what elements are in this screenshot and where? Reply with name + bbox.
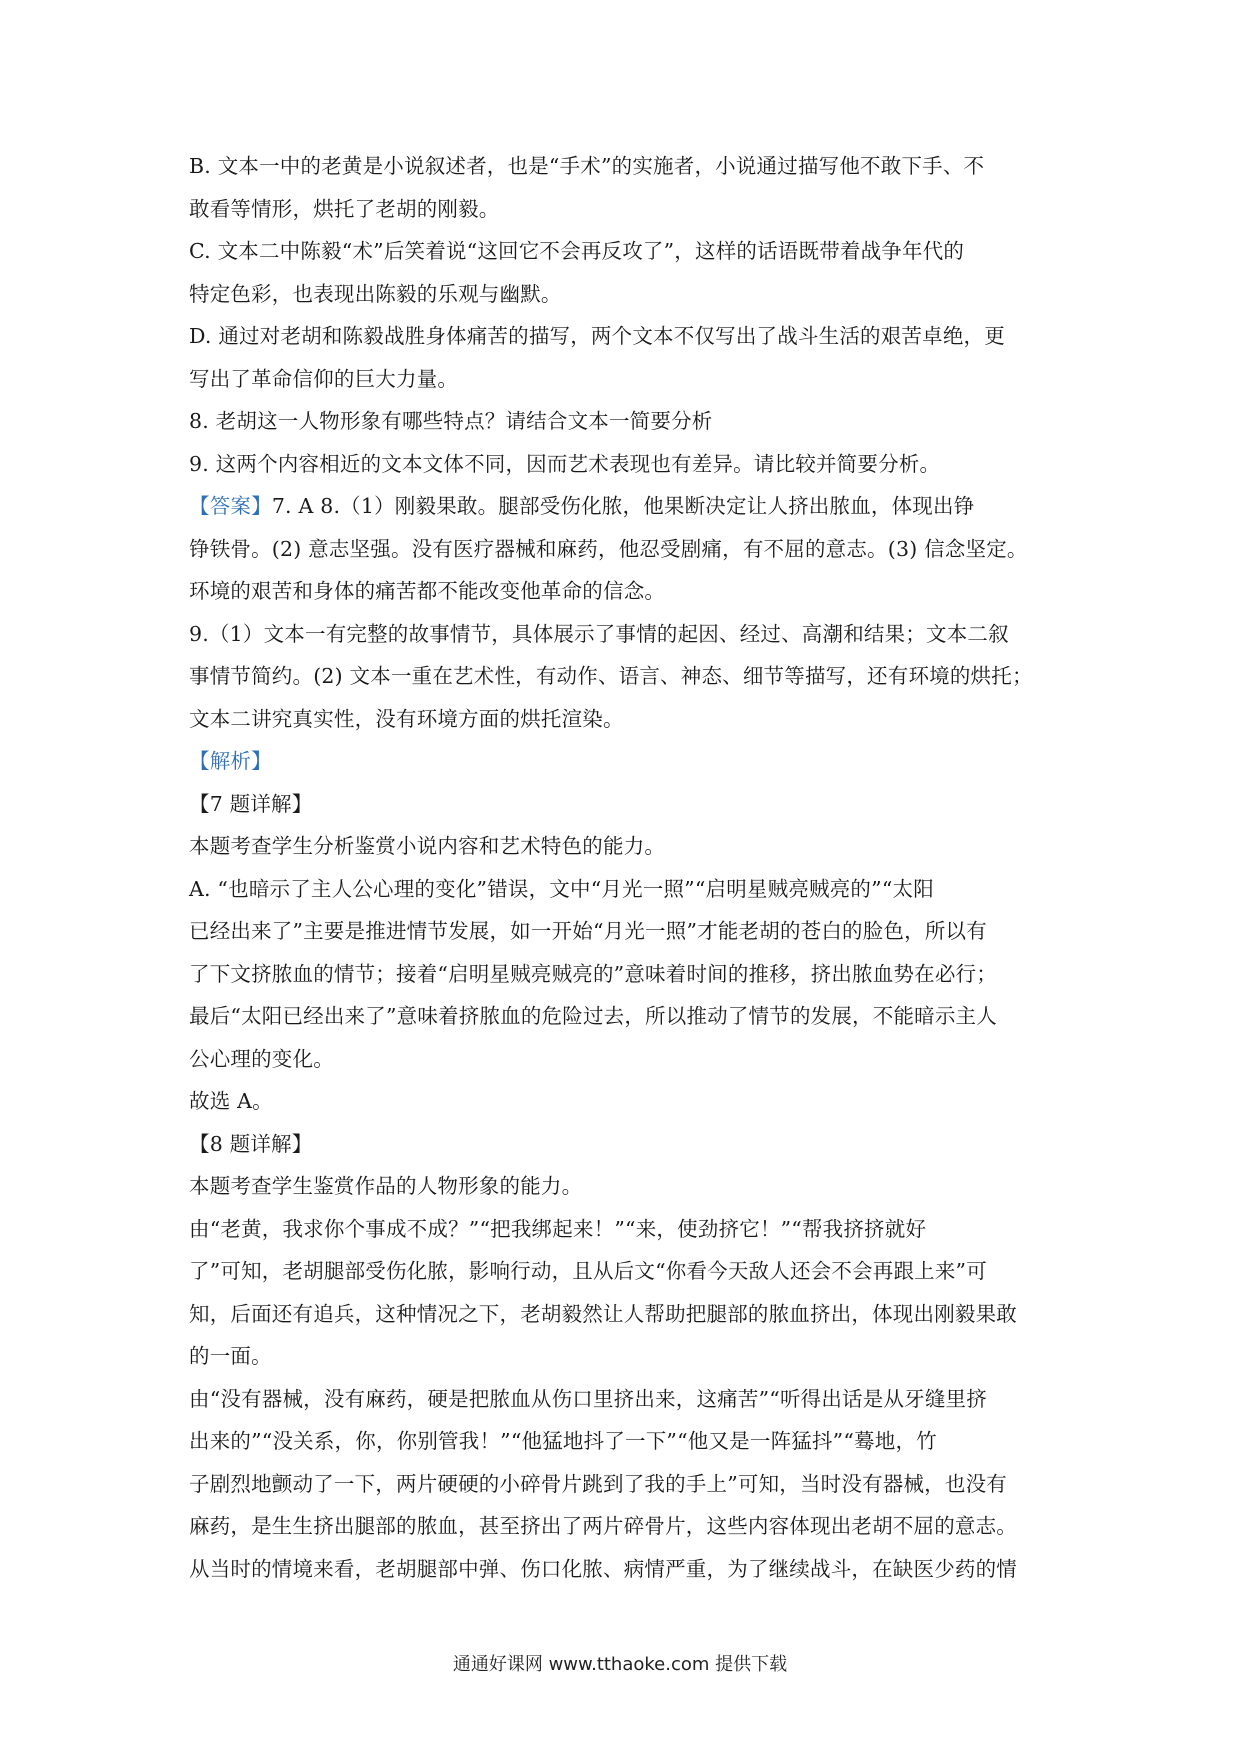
text-line: A. “也暗示了主人公心理的变化”错误，文中“月光一照”“启明星贼亮贼亮的”“太阳 [189,876,934,901]
text-line: 环境的艰苦和身体的痛苦都不能改变他革命的信念。 [189,579,666,603]
answer-line [189,485,1059,528]
text-line: 公心理的变化。 [189,1046,334,1071]
text-line: 最后“太阳已经出来了”意味着挤脓血的危险过去，所以推动了情节的发展，不能暗示主人 [189,1004,997,1028]
text-line: 的一面。 [189,1344,272,1368]
document-body [189,145,1059,1590]
text-line: 本题考查学生鉴赏作品的人物形象的能力。 [189,1174,583,1198]
question-9: 9. 这两个内容相近的文本文体不同，因而艺术表现也有差异。请比较并简要分析。 [189,451,941,476]
text-line: 已经出来了”主要是推进情节发展，如一开始“月光一照”才能老胡的苍白的脸色，所以有 [189,919,987,943]
analysis-tag: 【解析】 [189,749,272,773]
text-line: B. 文本一中的老黄是小说叙述者，也是“手术”的实施者，小说通过描写他不敢下手、不 [189,154,985,178]
text-line: C. 文本二中陈毅“术”后笑着说“这回它不会再反攻了”，这样的话语既带着战争年代的 [189,239,965,263]
text-line: 子剧烈地颤动了一下，两片硬硬的小碎骨片跳到了我的手上”可知，当时没有器械，也没有 [189,1471,1007,1496]
text-line: D. 通过对老胡和陈毅战胜身体痛苦的描写，两个文本不仅写出了战斗生活的艰苦卓绝，更 [189,324,1005,348]
text-line: 由“老黄，我求你个事成不成？”“把我绑起来！”“来，使劲挤它！”“帮我挤挤就好 [189,1216,927,1241]
question-8: 8. 老胡这一人物形象有哪些特点？请结合文本一简要分析 [189,409,713,433]
answer-text: 7. A 8.（1）刚毅果敢。腿部受伤化脓，他果断决定让人挤出脓血，体现出铮 [271,494,975,518]
text-line: 故选 A。 [189,1089,273,1113]
text-line: 特定色彩，也表现出陈毅的乐观与幽默。 [189,281,562,306]
text-line: 文本二讲究真实性，没有环境方面的烘托渲染。 [189,706,624,731]
text-line: 了”可知，老胡腿部受伤化脓，影响行动，且从后文“你看今天敌人还会不会再跟上来”可 [189,1259,987,1283]
text-line: 从当时的情境来看，老胡腿部中弹、伤口化脓、病情严重，为了继续战斗，在缺医少药的情 [189,1556,1017,1581]
text-line: 由“没有器械，没有麻药，硬是把脓血从伤口里挤出来，这痛苦”“听得出话是从牙缝里挤 [189,1386,987,1411]
answer-tag: 【答案】 [189,494,272,518]
text-line: 出来的”“没关系，你，你别管我！”“他猛地抖了一下”“他又是一阵猛抖”“蓦地，竹 [189,1429,937,1453]
text-line: 写出了革命信仰的巨大力量。 [189,366,459,391]
text-line: 9.（1）文本一有完整的故事情节，具体展示了事情的起因、经过、高潮和结果；文本二叙 [189,621,1009,646]
text-line: 敢看等情形，烘托了老胡的刚毅。 [189,196,500,221]
section-heading-7: 【7 题详解】 [189,791,313,816]
text-line: 事情节简约。(2) 文本一重在艺术性，有动作、语言、神态、细节等描写，还有环境的烘托； [189,664,1033,688]
text-line: 本题考查学生分析鉴赏小说内容和艺术特色的能力。 [189,834,666,858]
section-heading-8: 【8 题详解】 [189,1131,313,1156]
text-line: 铮铁骨。(2) 意志坚强。没有医疗器械和麻药，他忍受剧痛，有不屈的意志。(3) 信念坚定。 [189,536,1028,561]
text-line: 了下文挤脓血的情节；接着“启明星贼亮贼亮的”意味着时间的推移，挤出脓血势在必行； [189,961,997,986]
analysis-line [189,740,1059,783]
text-line: 知，后面还有追兵，这种情况之下，老胡毅然让人帮助把腿部的脓血挤出，体现出刚毅果敢 [189,1301,1017,1326]
text-line: 麻药，是生生挤出腿部的脓血，甚至挤出了两片碎骨片，这些内容体现出老胡不屈的意志。 [189,1514,1017,1538]
page-footer: 通通好课网 www.tthaoke.com 提供下载 [452,1654,788,1675]
